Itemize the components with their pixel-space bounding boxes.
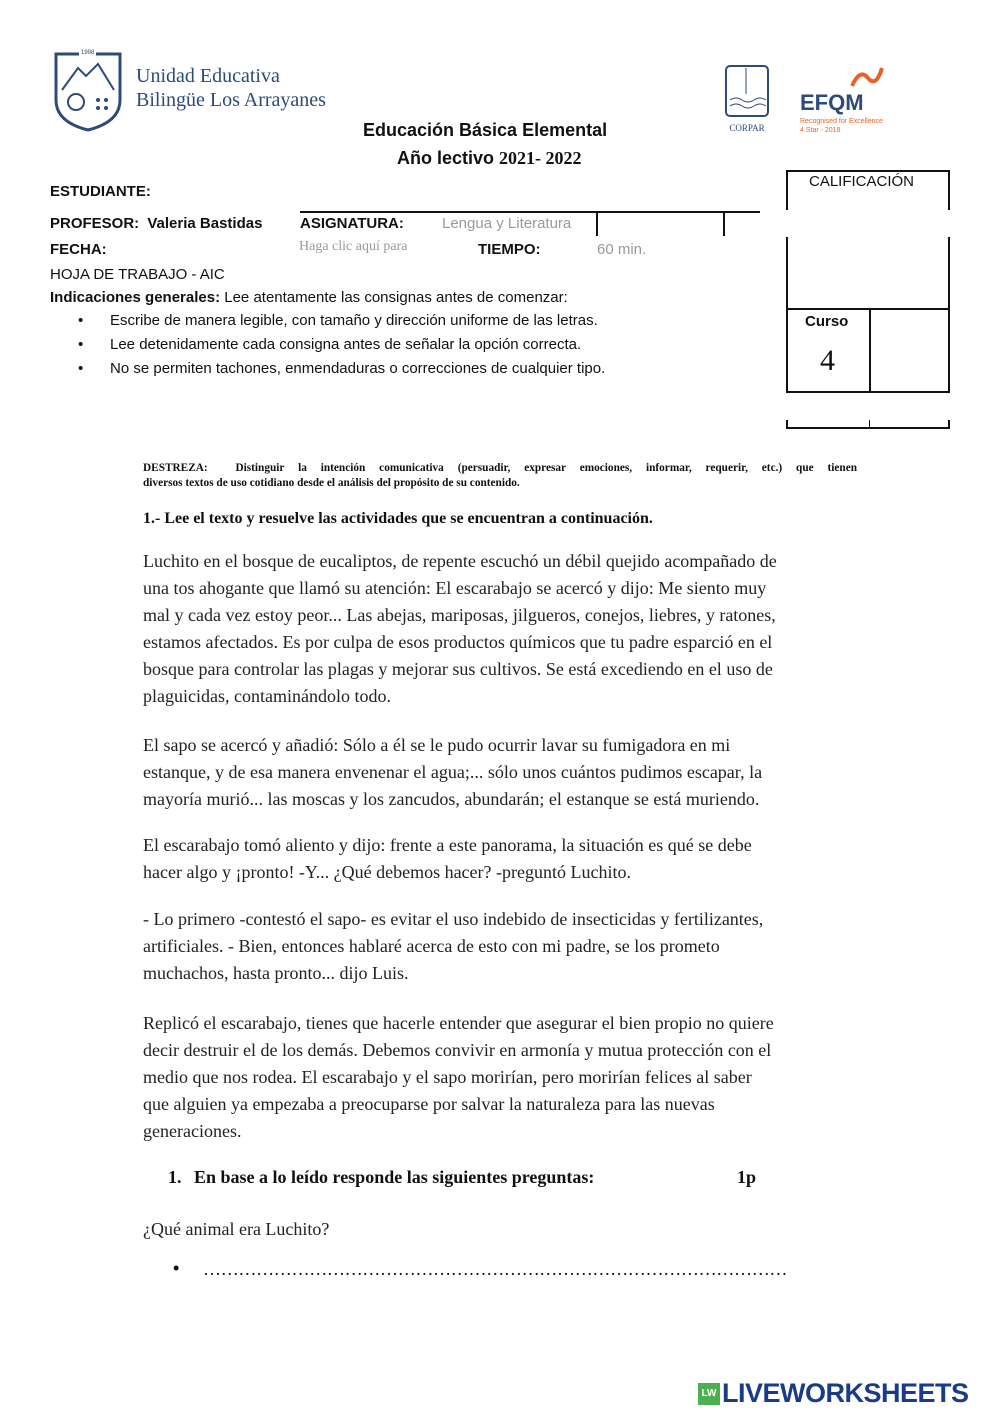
liveworksheets-text: LIVEWORKSHEETS (722, 1378, 969, 1408)
instructions-heading (50, 289, 568, 306)
teacher-field (50, 215, 262, 232)
corpar-logo (722, 64, 772, 142)
date-input-placeholder[interactable]: Haga clic aquí para (299, 239, 408, 254)
time-label: TIEMPO: (478, 241, 541, 258)
story-line: hacer algo y ¡pronto! -Y... ¿Qué debemos hacer? -preguntó Luchito. (143, 862, 631, 882)
story-line: decir destruir el de los demás. Debemos convivir en armonía y mutua protección con el (143, 1040, 772, 1060)
story-line: una tos ahogante que llamó su atención: El escarabajo se acercó y dijo: Me siento muy (143, 578, 767, 598)
story-line: muchachos, hasta pronto... dijo Luis. (143, 963, 409, 983)
course-label: Curso (805, 313, 849, 330)
school-crest (52, 50, 124, 132)
story-line: artificiales. - Bien, entonces hablaré acerca de esto con mi padre, se los prometo (143, 936, 720, 956)
sheet-title: HOJA DE TRABAJO - AIC (50, 266, 225, 283)
crest-year: 1998 (81, 50, 95, 56)
school-year-value: 2021- 2022 (499, 148, 582, 168)
instructions-text: Lee atentamente las consignas antes de comenzar: (220, 289, 568, 306)
story-line: estanque, y de esa manera envenenar el agua;... sólo unos cuántos pudimos escapar, la (143, 762, 763, 782)
story-line: generaciones. (143, 1121, 242, 1141)
school-year (397, 148, 582, 169)
story-paragraph (143, 906, 863, 987)
story-line: que alguien ya empezaba a preocuparse por salvar la naturaleza para las nuevas (143, 1094, 715, 1114)
liveworksheets-badge: LW (698, 1383, 720, 1405)
subject-value[interactable]: Lengua y Literatura (442, 215, 572, 232)
story-line: bosque para controlar las plagas y mejorar sus cultivos. Se está excediendo en el uso de (143, 659, 773, 679)
activity-title: 1.- Lee el texto y resuelve las actividades que se encuentran a continuación. (143, 510, 653, 527)
time-value: 60 min. (597, 241, 647, 258)
story-line: Replicó el escarabajo, tienes que hacerle entender que asegurar el bien propio no quiere (143, 1013, 774, 1033)
school-name-line1: Unidad Educativa (136, 65, 280, 87)
story-paragraph (143, 732, 863, 813)
efqm-sub2: 4 Star - 2018 (800, 127, 841, 134)
story-paragraph (143, 832, 863, 886)
bullet-icon: • (173, 1258, 180, 1278)
teacher-label: PROFESOR: (50, 215, 140, 232)
instruction-item: • Lee detenidamente cada consigna antes de señalar la opción correcta. (78, 336, 605, 360)
answer-field[interactable]: ……………………………………………………………………………………… (203, 1259, 788, 1279)
skill-line1: Distinguir la intención comunicativa (persuadir, expresar emociones, informar, requerir, etc.) que tienen (235, 462, 857, 474)
question-block-points: 1p (737, 1167, 757, 1187)
date-label: FECHA: (50, 241, 107, 258)
story-line: - Lo primero -contestó el sapo- es evitar el uso indebido de insecticidas y fertilizantes, (143, 909, 764, 929)
skill-line2: diversos textos de uso cotidiano desde el análisis del propósito de su contenido. (143, 477, 520, 489)
student-label: ESTUDIANTE: (50, 183, 151, 200)
subject-label: ASIGNATURA: (300, 215, 404, 232)
story-line: El sapo se acercó y añadió: Sólo a él se le pudo ocurrir lavar su fumigadora en mi (143, 735, 731, 755)
teacher-value: Valeria Bastidas (147, 215, 263, 232)
liveworksheets-logo (698, 1378, 969, 1409)
instruction-item: • No se permiten tachones, enmendaduras o correcciones de cualquier tipo. (78, 360, 605, 384)
skill-text (143, 461, 857, 491)
instruction-item: • Escribe de manera legible, con tamaño y dirección uniforme de las letras. (78, 312, 605, 336)
school-year-label: Año lectivo (397, 148, 495, 168)
instructions-list (78, 312, 605, 384)
question-block-number: 1. (168, 1167, 182, 1187)
corpar-text: CORPAR (729, 123, 765, 133)
story-paragraph (143, 548, 863, 710)
story-line: plaguicidas, contaminándolo todo. (143, 686, 391, 706)
story-line: medio que nos rodea. El escarabajo y el sapo morirían, pero morirían felices al saber (143, 1067, 752, 1087)
efqm-text: EFQM (800, 90, 864, 115)
story-line: mayoría murió... las moscas y los zancudos, abundarán; el estanque se está muriendo. (143, 789, 760, 809)
course-value: 4 (820, 344, 835, 377)
question-block-text: En base a lo leído responde las siguientes preguntas: (194, 1167, 595, 1187)
question-text: ¿Qué animal era Luchito? (143, 1219, 330, 1239)
efqm-sub1: Recognised for Excellence (800, 118, 883, 125)
story-line: mal y cada vez estoy peor... Las abejas, mariposas, jilgueros, conejos, liebres, y ratones, (143, 605, 776, 625)
school-name-line2: Bilingüe Los Arrayanes (136, 89, 326, 111)
story-line: Luchito en el bosque de eucaliptos, de repente escuchó un débil quejido acompañado de (143, 551, 777, 571)
instructions-label: Indicaciones generales: (50, 289, 221, 306)
story-paragraph (143, 1010, 863, 1145)
level-title: Educación Básica Elemental (363, 120, 608, 140)
efqm-infinity-icon (848, 64, 888, 92)
story-line: estamos afectados. Es por culpa de esos productos químicos que tu padre esparció en el (143, 632, 773, 652)
question-block-title (168, 1167, 594, 1188)
grade-label: CALIFICACIÓN (809, 173, 915, 190)
story-line: El escarabajo tomó aliento y dijo: frente a este panorama, la situación es qué se debe (143, 835, 752, 855)
school-name (136, 64, 326, 112)
skill-label: DESTREZA: (143, 462, 208, 474)
efqm-logo (800, 64, 900, 136)
